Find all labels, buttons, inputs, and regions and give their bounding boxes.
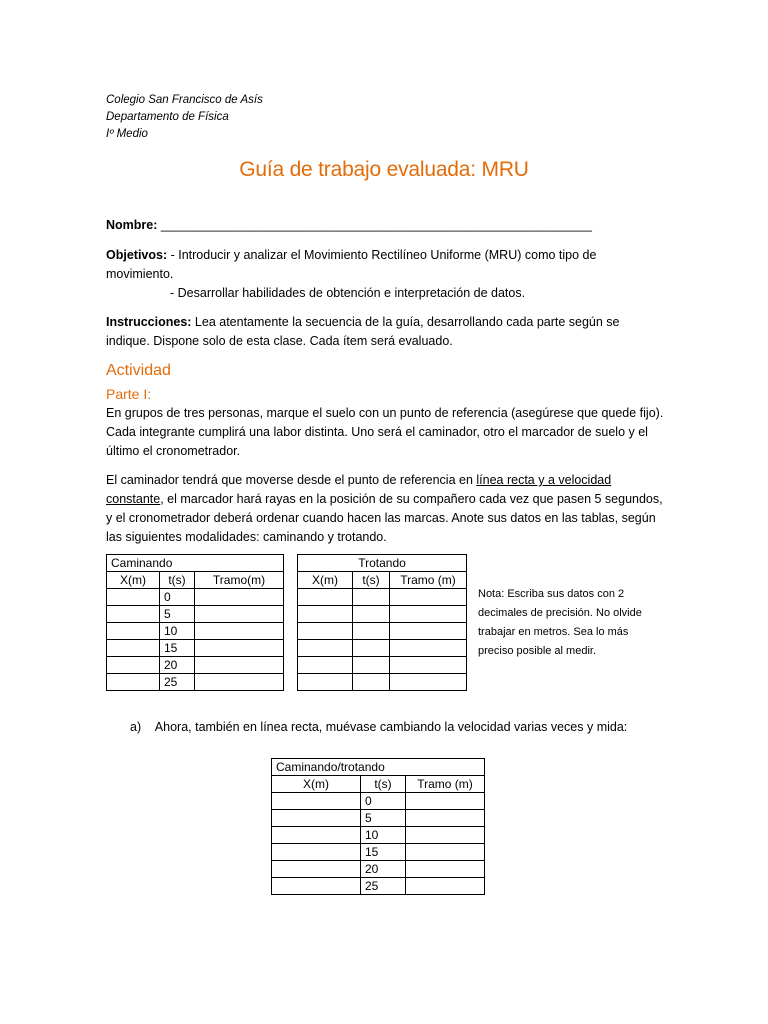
table-row xyxy=(272,844,485,861)
tramo-cell[interactable] xyxy=(406,878,485,895)
page-title: Guía de trabajo evaluada: MRU xyxy=(239,158,529,181)
column-header: X(m) xyxy=(272,776,361,793)
table-row xyxy=(272,861,485,878)
paragraph-2-underlined: línea recta y a velocidad constante xyxy=(106,473,612,506)
t-cell: 0 xyxy=(361,793,406,810)
tramo-cell[interactable] xyxy=(390,657,467,674)
table-row xyxy=(298,623,467,640)
x-cell[interactable] xyxy=(272,827,361,844)
x-cell[interactable] xyxy=(107,623,160,640)
tramo-cell[interactable] xyxy=(195,674,284,691)
table-row xyxy=(107,674,284,691)
tramo-cell[interactable] xyxy=(195,606,284,623)
tramo-cell[interactable] xyxy=(406,861,485,878)
x-cell[interactable] xyxy=(298,640,353,657)
x-cell[interactable] xyxy=(298,623,353,640)
x-cell[interactable] xyxy=(298,657,353,674)
x-cell[interactable] xyxy=(272,793,361,810)
x-cell[interactable] xyxy=(107,589,160,606)
x-cell[interactable] xyxy=(107,657,160,674)
table-row xyxy=(298,606,467,623)
t-cell xyxy=(353,606,390,623)
x-cell[interactable] xyxy=(298,674,353,691)
instructions-label: Instrucciones: xyxy=(106,315,192,329)
table-row xyxy=(272,793,485,810)
tramo-cell[interactable] xyxy=(406,844,485,861)
t-cell xyxy=(353,623,390,640)
x-cell[interactable] xyxy=(107,674,160,691)
table-row xyxy=(107,657,284,674)
table-caminando-trotando xyxy=(271,758,485,895)
paragraph-2 xyxy=(106,471,666,547)
table-title: Caminando/trotando xyxy=(272,759,485,776)
t-cell: 15 xyxy=(361,844,406,861)
department-name: Departamento de Física xyxy=(106,111,229,123)
paragraph-2-start: El caminador tendrá que moverse desde el punto de referencia en xyxy=(106,473,477,487)
column-header: t(s) xyxy=(361,776,406,793)
table-row xyxy=(298,657,467,674)
name-blank[interactable]: ______________________________________________________________ xyxy=(160,218,592,232)
t-cell: 10 xyxy=(160,623,195,640)
tramo-cell[interactable] xyxy=(390,606,467,623)
tramo-cell[interactable] xyxy=(406,793,485,810)
column-header: Tramo (m) xyxy=(406,776,485,793)
table-row xyxy=(107,623,284,640)
table-row xyxy=(107,589,284,606)
course-level: Iº Medio xyxy=(106,128,148,140)
tramo-cell[interactable] xyxy=(406,810,485,827)
table-title: Caminando xyxy=(107,555,284,572)
instructions-text: Lea atentamente la secuencia de la guía, desarrollando cada parte según se indique. Dispone solo de esta clase. Cada ítem será evaluado. xyxy=(106,315,620,348)
instructions xyxy=(106,313,666,351)
t-cell xyxy=(353,589,390,606)
x-cell[interactable] xyxy=(107,606,160,623)
t-cell: 20 xyxy=(361,861,406,878)
column-header: Tramo (m) xyxy=(390,572,467,589)
x-cell[interactable] xyxy=(107,640,160,657)
school-name: Colegio San Francisco de Asís xyxy=(106,94,263,106)
x-cell[interactable] xyxy=(298,606,353,623)
tramo-cell[interactable] xyxy=(195,640,284,657)
paragraph-2-end: , el marcador hará rayas en la posición de su compañero cada vez que pasen 5 segundos, y el cronometrador deberá ordenar cuando hacen las marcas. Anote sus datos en las tablas, según las siguientes modalidades: caminando y trotando. xyxy=(106,492,663,544)
x-cell[interactable] xyxy=(298,589,353,606)
table-row xyxy=(272,810,485,827)
table-trotando xyxy=(297,554,467,691)
t-cell: 10 xyxy=(361,827,406,844)
x-cell[interactable] xyxy=(272,844,361,861)
tramo-cell[interactable] xyxy=(390,589,467,606)
table-row xyxy=(107,606,284,623)
x-cell[interactable] xyxy=(272,878,361,895)
tramo-cell[interactable] xyxy=(195,589,284,606)
t-cell: 15 xyxy=(160,640,195,657)
note-text: Nota: Escriba sus datos con 2 decimales de precisión. No olvide trabajar en metros. Sea lo más preciso posible al medir. xyxy=(478,588,642,657)
column-header: t(s) xyxy=(353,572,390,589)
table-title: Trotando xyxy=(298,555,467,572)
section-heading-actividad: Actividad xyxy=(106,362,171,379)
tramo-cell[interactable] xyxy=(390,623,467,640)
table-row xyxy=(272,878,485,895)
objectives-label: Objetivos: xyxy=(106,248,168,262)
tramo-cell[interactable] xyxy=(390,640,467,657)
objective-2: - Desarrollar habilidades de obtención e interpretación de datos. xyxy=(170,286,526,300)
tramo-cell[interactable] xyxy=(195,657,284,674)
name-line xyxy=(106,216,666,235)
x-cell[interactable] xyxy=(272,861,361,878)
objectives xyxy=(106,246,666,284)
tramo-cell[interactable] xyxy=(406,827,485,844)
t-cell: 5 xyxy=(361,810,406,827)
document-header xyxy=(106,92,263,143)
table-row xyxy=(298,674,467,691)
t-cell xyxy=(353,657,390,674)
objective-1: - Introducir y analizar el Movimiento Rectilíneo Uniforme (MRU) como tipo de movimiento. xyxy=(106,248,597,281)
tramo-cell[interactable] xyxy=(390,674,467,691)
column-header: X(m) xyxy=(107,572,160,589)
t-cell: 25 xyxy=(160,674,195,691)
t-cell: 20 xyxy=(160,657,195,674)
t-cell: 5 xyxy=(160,606,195,623)
column-header: Tramo(m) xyxy=(195,572,284,589)
t-cell: 25 xyxy=(361,878,406,895)
table-row xyxy=(298,589,467,606)
t-cell xyxy=(353,674,390,691)
tramo-cell[interactable] xyxy=(195,623,284,640)
question-text: Ahora, también en línea recta, muévase cambiando la velocidad varias veces y mida: xyxy=(154,720,628,734)
question-label: a) xyxy=(130,720,142,734)
table-caminando xyxy=(106,554,284,691)
name-label: Nombre: xyxy=(106,218,158,232)
column-header: t(s) xyxy=(160,572,195,589)
table-row xyxy=(298,640,467,657)
x-cell[interactable] xyxy=(272,810,361,827)
t-cell xyxy=(353,640,390,657)
paragraph-1: En grupos de tres personas, marque el suelo con un punto de referencia (asegúrese que quede fijo). Cada integrante cumplirá una labor distinta. Uno será el caminador, otro el marcador de suelo y el último el cronometrador. xyxy=(106,406,664,458)
question-a xyxy=(130,720,627,734)
part-heading: Parte I: xyxy=(106,386,152,402)
column-header: X(m) xyxy=(298,572,353,589)
table-row xyxy=(107,640,284,657)
t-cell: 0 xyxy=(160,589,195,606)
table-row xyxy=(272,827,485,844)
